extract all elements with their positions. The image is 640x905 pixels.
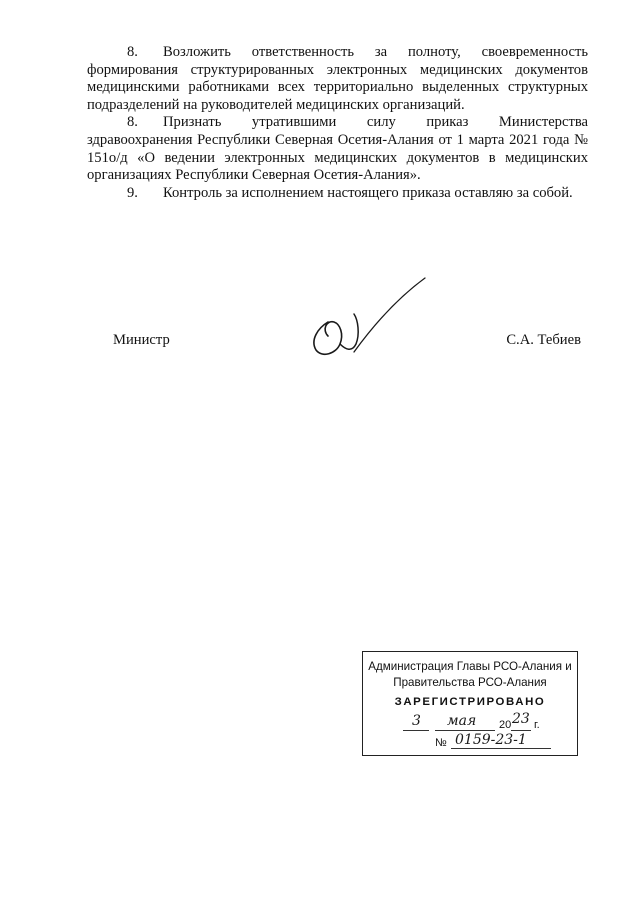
paragraph-text: Контроль за исполнением настоящего приказа оставляю за собой. [163, 184, 573, 201]
paragraph-item-1 [87, 44, 588, 114]
stamp-number: 0159-23-1 [455, 732, 527, 748]
paragraph-text: Признать утратившими силу приказ Министерства здравоохранения Республики Северная Осетия-Алания от 1 марта 2021 года № 151о/д «О ведении электронных медицинских документов в медицинских организациях Республики Северная Осетия-Алания». [87, 114, 588, 184]
signature-row [113, 332, 581, 356]
stamp-number-line [451, 748, 551, 749]
paragraph-number: 8. [127, 114, 138, 131]
stamp-year-prefix: 20 [499, 719, 512, 731]
paragraph-item-3 [87, 185, 588, 203]
paragraph-text: Возложить ответственность за полноту, своевременность формирования структурированных электронных медицинских документов медицинскими работниками всех территориально выделенных структурных подразделений на руководителей медицинских организаций. [87, 44, 588, 113]
paragraph-number: 9. [127, 184, 138, 201]
stamp-day-line [403, 730, 429, 731]
stamp-status: ЗАРЕГИСТРИРОВАНО [394, 696, 546, 708]
stamp-date [403, 711, 573, 733]
document-body [87, 44, 588, 202]
stamp-day: 3 [412, 713, 421, 729]
stamp-organization-line-2: Правительства РСО-Алания [393, 676, 547, 689]
stamp-year-suffix: 23 [512, 711, 530, 727]
paragraph-item-2 [87, 114, 588, 184]
signatory-name: С.А. Тебиев [506, 332, 581, 348]
registration-stamp [362, 651, 578, 756]
stamp-month: мая [447, 713, 477, 729]
paragraph-number: 8. [127, 44, 138, 60]
stamp-registration-number [435, 732, 565, 753]
stamp-number-label: № [435, 737, 447, 749]
stamp-year-line [511, 730, 531, 731]
stamp-organization-line-1: Администрация Главы РСО-Алания и [368, 660, 572, 673]
signatory-title: Министр [113, 332, 170, 348]
stamp-month-line [435, 730, 495, 731]
stamp-year-unit: г. [534, 719, 540, 731]
